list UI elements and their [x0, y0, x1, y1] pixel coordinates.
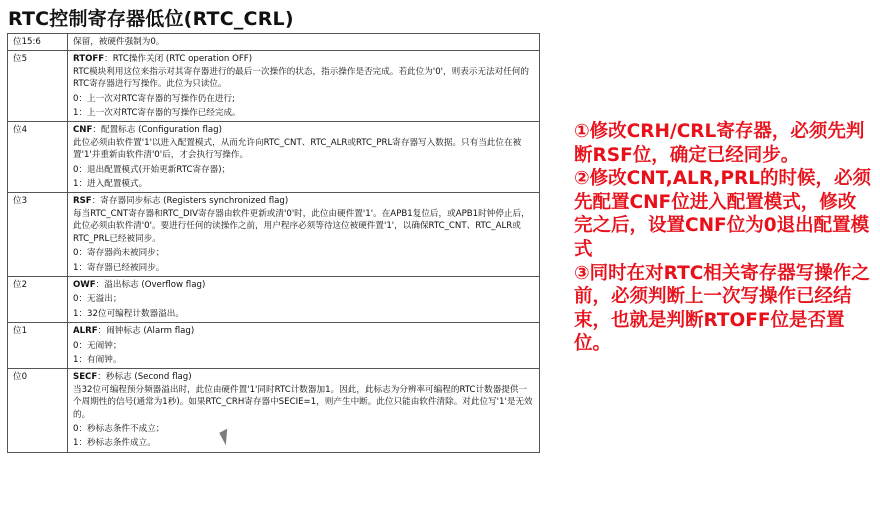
note-2: ②修改CNT,ALR,PRL的时候，必须先配置CNF位进入配置模式，修改完之后，设置CNF位为0退出配置模式 [574, 168, 872, 260]
field-title: ：溢出标志 (Overflow flag) [95, 279, 206, 290]
field-name: RSF [73, 196, 92, 207]
field-option: 1：进入配置模式。 [73, 179, 148, 190]
table-row [8, 193, 540, 276]
field-title: ：寄存器同步标志 (Registers synchronized flag) [91, 196, 289, 207]
field-title: ：秒标志 (Second flag) [97, 372, 192, 383]
bit-position: 位4 [8, 122, 68, 193]
field-option: 1：上一次对RTC寄存器的写操作已经完成。 [73, 108, 241, 119]
field-heading [73, 279, 535, 291]
bit-description [68, 51, 540, 122]
field-name: ALRF [73, 326, 98, 337]
bit-position: 位15:6 [8, 34, 68, 51]
page-title: RTC控制寄存器低位(RTC_CRL) [8, 8, 294, 30]
field-title: ：RTC操作关闭 (RTC operation OFF) [104, 54, 253, 65]
bit-description [68, 122, 540, 193]
table-row [8, 323, 540, 369]
field-heading [73, 53, 535, 65]
bit-position: 位3 [8, 193, 68, 276]
bit-position: 位2 [8, 276, 68, 322]
bit-description [68, 323, 540, 369]
note-3: ③同时在对RTC相关寄存器写操作之前，必须判断上一次写操作已经结束，也就是判断RTOFF位是否置位。 [574, 262, 870, 355]
notes-panel [574, 120, 874, 356]
field-detail: RTC模块利用这位来指示对其寄存器进行的最后一次操作的状态，指示操作是否完成。若此位为'0'，则表示无法对任何的RTC寄存器进行写操作。此位为只读位。 [73, 66, 529, 90]
field-heading [73, 371, 535, 383]
field-option: 0：无闹钟； [73, 340, 122, 351]
field-option: 1：32位可编程计数器溢出。 [73, 308, 184, 319]
field-option: 0：无溢出； [73, 294, 122, 305]
field-name: SECF [73, 372, 98, 383]
field-heading [73, 325, 535, 337]
field-title: 保留，被硬件强制为0。 [73, 37, 165, 47]
bit-description [68, 34, 540, 51]
table-row [8, 34, 540, 51]
note-1: ①修改CRH/CRL寄存器，必须先判断RSF位，确定已经同步。 [574, 121, 865, 166]
register-table [7, 33, 540, 453]
field-heading [73, 36, 535, 48]
table-row [8, 276, 540, 322]
bit-position: 位0 [8, 369, 68, 452]
field-option: 0：退出配置模式(开始更新RTC寄存器)； [73, 164, 231, 175]
field-option: 0：秒标志条件不成立； [73, 423, 165, 434]
field-detail: 此位必须由软件置'1'以进入配置模式，从而允许向RTC_CNT、RTC_ALR或RTC_PRL寄存器写入数据。只有当此位在被置'1'并重新由软件清'0'后，才会执行写操作。 [73, 137, 522, 161]
field-option: 0：上一次对RTC寄存器的写操作仍在进行; [73, 93, 235, 104]
field-option: 1：有闹钟。 [73, 354, 122, 365]
field-name: OWF [73, 279, 96, 290]
field-option: 0：寄存器尚未被同步； [73, 248, 165, 259]
bit-description [68, 276, 540, 322]
field-option: 1：秒标志条件成立。 [73, 438, 156, 449]
table-row [8, 369, 540, 452]
field-detail: 每当RTC_CNT寄存器和RTC_DIV寄存器由软件更新或清'0'时，此位由硬件置'1'。在APB1复位后，或APB1时钟停止后，此位必须由软件清'0'。要进行任何的读操作之前，用户程序必须等待这位被硬件置'1'，以确保RTC_CNT、RTC_ALR或RTC_PRL已经被同步。 [73, 208, 530, 244]
field-heading [73, 124, 535, 136]
field-option: 1：寄存器已经被同步。 [73, 262, 165, 273]
field-name: CNF [73, 125, 93, 136]
field-detail: 当32位可编程预分频器溢出时，此位由硬件置'1'同时RTC计数器加1。因此，此标志为分辨率可编程的RTC计数器提供一个周期性的信号(通常为1秒)。如果RTC_CRH寄存器中SECIE=1，则产生中断。此位只能由软件清除。对此位写'1'是无效的。 [73, 384, 533, 420]
table-row [8, 122, 540, 193]
table-row [8, 51, 540, 122]
bit-description [68, 193, 540, 276]
bit-description [68, 369, 540, 452]
field-name: RTOFF [73, 54, 105, 65]
bit-position: 位5 [8, 51, 68, 122]
field-heading [73, 195, 535, 207]
field-title: ：闹钟标志 (Alarm flag) [97, 326, 195, 337]
bit-position: 位1 [8, 323, 68, 369]
field-title: ：配置标志 (Configuration flag) [92, 125, 222, 136]
